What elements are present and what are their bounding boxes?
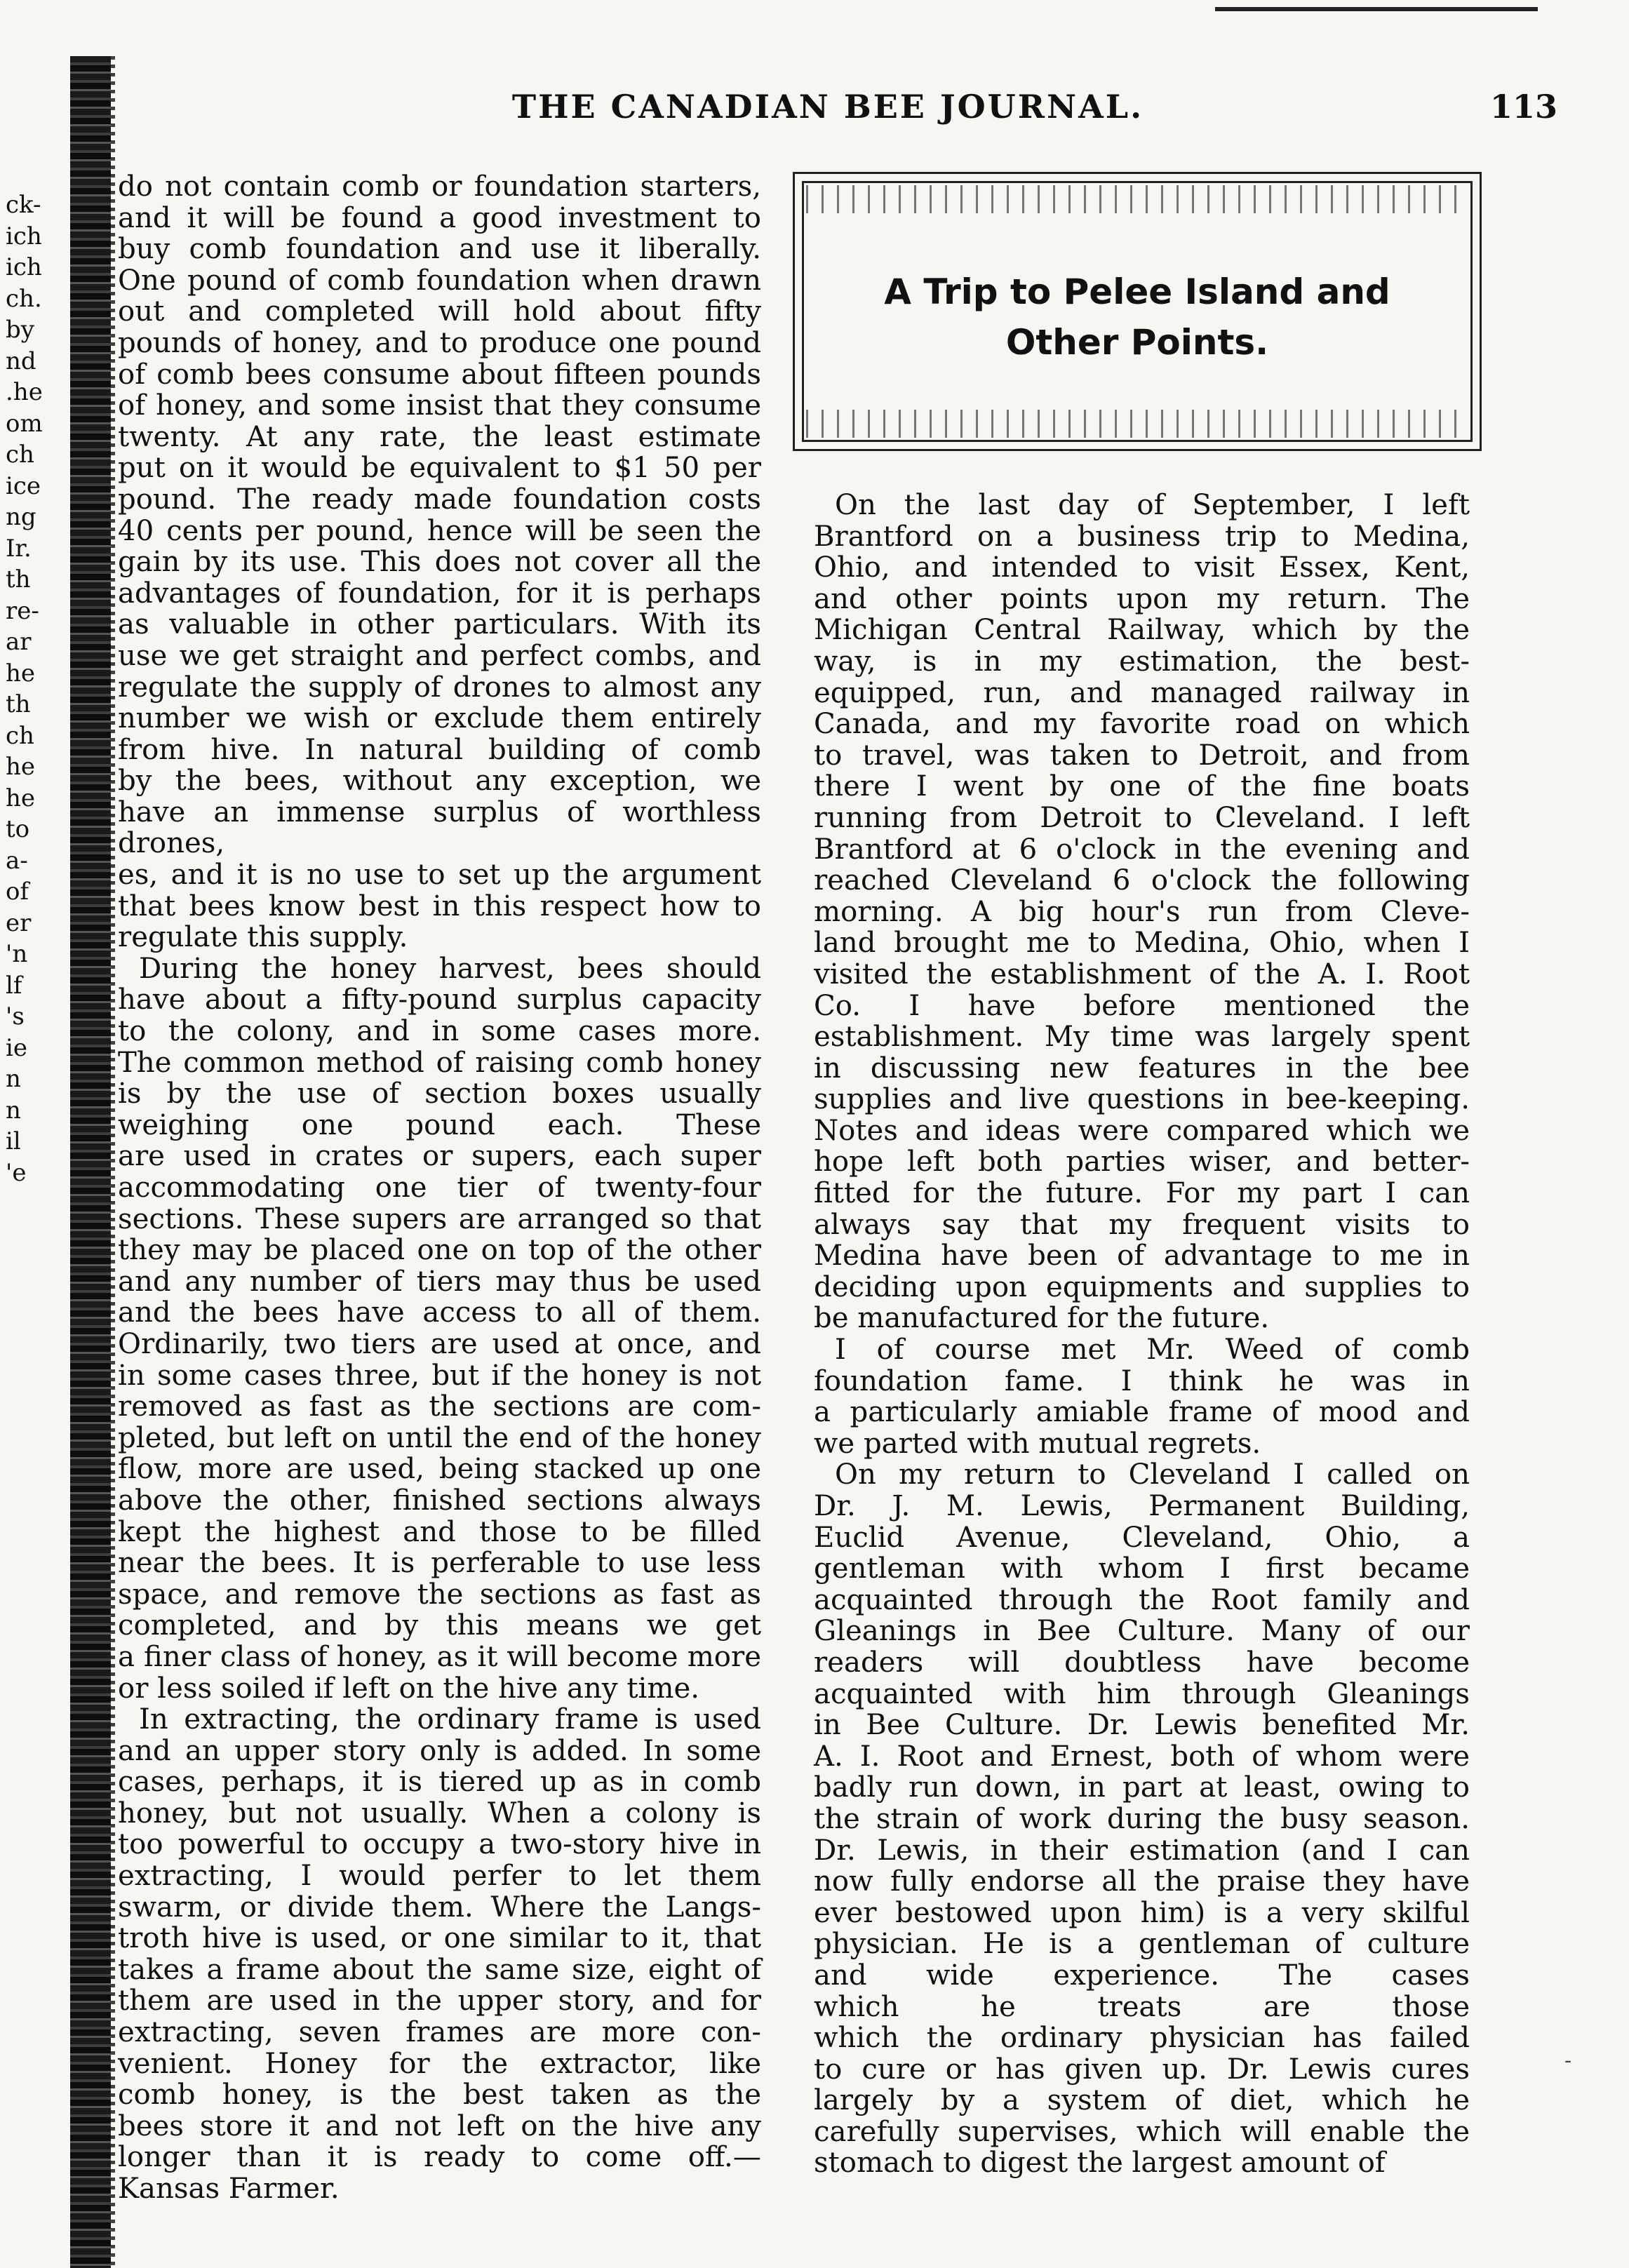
text-line: One pound of comb foundation when drawn: [118, 264, 761, 297]
text-line: hope left both parties wiser, and better-: [814, 1146, 1470, 1179]
text-line: near the bees. It is perferable to use less: [118, 1547, 761, 1580]
text-line: accommodating one tier of twenty-four: [118, 1172, 761, 1204]
text-line: acquainted through the Root family and: [814, 1583, 1470, 1616]
fragment-line: ch.: [6, 284, 42, 313]
fragment-line: he: [6, 659, 36, 687]
text-line: Brantford on a business trip to Medina,: [814, 520, 1470, 553]
fragment-line: ch: [6, 721, 34, 750]
text-line: In extracting, the ordinary frame is used: [139, 1703, 761, 1736]
fragment-line: ich: [6, 253, 42, 281]
text-line: in discussing new features in the bee: [814, 1052, 1470, 1085]
fragment-line: ie: [6, 1033, 27, 1062]
text-line: bees store it and not left on the hive any: [118, 2109, 761, 2142]
fragment-line: th: [6, 565, 31, 593]
text-line: advantages of foundation, for it is perhaps: [118, 577, 761, 610]
fragment-line: .he: [6, 378, 43, 406]
fragment-line: er: [6, 908, 32, 937]
running-head-title: THE CANADIAN BEE JOURNAL.: [511, 88, 1144, 126]
text-line: acquainted with him through Gleanings: [814, 1677, 1470, 1710]
text-line: put on it would be equivalent to $1 50 per: [118, 452, 761, 485]
text-line: I of course met Mr. Weed of comb: [835, 1334, 1470, 1367]
text-line: comb honey, is the best taken as the: [118, 2079, 761, 2112]
text-line: to the colony, and in some cases more.: [118, 1015, 761, 1048]
fragment-line: 'e: [6, 1158, 27, 1187]
text-line: in Bee Culture. Dr. Lewis benefited Mr.: [814, 1709, 1470, 1742]
fragment-line: 'n: [6, 940, 28, 968]
text-line: On the last day of September, I left: [835, 489, 1470, 521]
right-column-text: [814, 490, 1470, 2179]
text-line: ever bestowed upon him) is a very skilful: [814, 1896, 1470, 1929]
text-line: kept the highest and those to be filled: [118, 1515, 761, 1548]
text-line: During the honey harvest, bees should: [139, 952, 761, 985]
adjacent-page-fragments: [6, 189, 69, 1188]
text-line: there I went by one of the fine boats: [814, 770, 1470, 803]
text-line: Ohio, and intended to visit Essex, Kent,: [814, 551, 1470, 584]
text-line: weighing one pound each. These: [118, 1108, 761, 1141]
text-line: cases, perhaps, it is tiered up as in comb: [118, 1766, 761, 1799]
text-line: sections. These supers are arranged so that: [118, 1202, 761, 1235]
text-line: they may be placed one on top of the other: [118, 1234, 761, 1267]
text-line: flow, more are used, being stacked up one: [118, 1453, 761, 1486]
text-line: Dr. Lewis, in their estimation (and I can: [814, 1834, 1470, 1867]
text-line: have about a fifty-pound surplus capacity: [118, 984, 761, 1016]
fragment-line: re-: [6, 596, 39, 625]
text-line: running from Detroit to Cleveland. I left: [814, 801, 1470, 834]
text-line: deciding upon equipments and supplies to: [814, 1270, 1470, 1303]
text-line: Kansas Farmer.: [118, 2173, 340, 2205]
text-line: morning. A big hour's run from Cleve-: [814, 895, 1470, 928]
text-line: that bees know best in this respect how to: [118, 890, 761, 922]
page-number: 113: [1489, 88, 1557, 126]
fragment-line: he: [6, 784, 36, 812]
text-line: or less soiled if left on the hive any time.: [118, 1672, 700, 1705]
text-line: twenty. At any rate, the least estimate: [118, 420, 761, 453]
text-line: to travel, was taken to Detroit, and from: [814, 739, 1470, 772]
text-line: of comb bees consume about fifteen pounds: [118, 358, 761, 391]
article-title-box: [793, 172, 1482, 451]
text-line: number we wish or exclude them entirely: [118, 702, 761, 735]
text-line: and the bees have access to all of them.: [118, 1296, 761, 1329]
text-line: be manufactured for the future.: [814, 1302, 1270, 1335]
text-line: swarm, or divide them. Where the Langs-: [118, 1891, 761, 1924]
text-line: Michigan Central Railway, which by the: [814, 614, 1470, 647]
text-line: as valuable in other particulars. With its: [118, 608, 761, 641]
text-line: them are used in the upper story, and for: [118, 1985, 761, 2018]
fragment-line: 's: [6, 1002, 25, 1031]
text-line: always say that my frequent visits to: [814, 1208, 1470, 1241]
text-line: is by the use of section boxes usually: [118, 1078, 761, 1110]
running-header: [449, 88, 1557, 137]
fragment-line: il: [6, 1127, 21, 1155]
text-line: pleted, but left on until the end of the honey: [118, 1421, 761, 1454]
text-line: completed, and by this means we get: [118, 1609, 761, 1642]
text-line: Co. I have before mentioned the: [814, 989, 1470, 1022]
text-line: Gleanings in Bee Culture. Many of our: [814, 1615, 1470, 1648]
text-line: removed as fast as the sections are com-: [118, 1390, 761, 1423]
text-line: Notes and ideas were compared which we: [814, 1114, 1470, 1147]
binding-strip: [70, 56, 111, 2268]
text-line: carefully supervises, which will enable the: [814, 2115, 1470, 2148]
left-column-text: [118, 171, 761, 2205]
text-line: honey, but not usually. When a colony is: [118, 1797, 761, 1830]
fragment-line: to: [6, 815, 30, 843]
fragment-line: ar: [6, 628, 32, 656]
text-line: Euclid Avenue, Cleveland, Ohio, a: [814, 1521, 1470, 1554]
text-line: largely by a system of diet, which he: [814, 2084, 1470, 2117]
text-line: space, and remove the sections as fast as: [118, 1578, 761, 1611]
text-line: have an immense surplus of worthless drones,: [118, 796, 761, 860]
text-line: from hive. In natural building of comb: [118, 733, 761, 766]
text-line: use we get straight and perfect combs, and: [118, 639, 761, 672]
text-line: way, is in my estimation, the best-: [814, 645, 1470, 678]
text-line: and an upper story only is added. In some: [118, 1734, 761, 1767]
text-line: badly run down, in part at least, owing to: [814, 1771, 1470, 1804]
text-line: which he treats are those: [814, 1990, 1470, 2023]
text-line: On my return to Cleveland I called on: [835, 1458, 1470, 1491]
article-title: [877, 267, 1397, 368]
fragment-line: ng: [6, 503, 36, 531]
text-line: Medina have been of advantage to me in: [814, 1240, 1470, 1273]
text-line: equipped, run, and managed railway in: [814, 676, 1470, 709]
text-line: readers will doubtless have become: [814, 1646, 1470, 1679]
text-line: and other points upon my return. The: [814, 582, 1470, 615]
text-line: regulate the supply of drones to almost any: [118, 671, 761, 704]
text-line: pound. The ready made foundation costs: [118, 483, 761, 516]
fragment-line: of: [6, 878, 29, 906]
text-line: and wide experience. The cases: [814, 1959, 1470, 1992]
text-line: gain by its use. This does not cover all the: [118, 546, 761, 579]
fragment-line: ich: [6, 222, 42, 250]
fragment-line: n: [6, 1096, 21, 1125]
text-line: of honey, and some insist that they consume: [118, 389, 761, 422]
text-line: extracting, seven frames are more con-: [118, 2016, 761, 2049]
fragment-line: by: [6, 316, 34, 344]
text-line: gentleman with whom I first became: [814, 1552, 1470, 1585]
text-line: troth hive is used, or one similar to it, that: [118, 1922, 761, 1955]
text-line: by the bees, without any exception, we: [118, 765, 761, 798]
fragment-line: Ir.: [6, 534, 32, 563]
text-line: takes a frame about the same size, eight of: [118, 1953, 761, 1986]
fragment-line: n: [6, 1065, 21, 1093]
text-line: the strain of work during the busy season.: [814, 1802, 1470, 1835]
fragment-line: lf: [6, 971, 22, 1000]
text-line: stomach to digest the largest amount of: [814, 2147, 1386, 2180]
article-title-line-1: A Trip to Pelee Island and: [884, 271, 1390, 312]
text-line: now fully endorse all the praise they have: [814, 1865, 1470, 1898]
fragment-line: th: [6, 690, 31, 718]
text-line: which the ordinary physician has failed: [814, 2022, 1470, 2055]
text-line: and any number of tiers may thus be used: [118, 1265, 761, 1298]
fragment-line: nd: [6, 347, 36, 375]
text-line: a finer class of honey, as it will become more: [118, 1640, 761, 1673]
fragment-line: ch: [6, 441, 34, 469]
text-line: to cure or has given up. Dr. Lewis cures: [814, 2053, 1470, 2086]
text-line: The common method of raising comb honey: [118, 1046, 761, 1079]
text-line: Brantford at 6 o'clock in the evening and: [814, 833, 1470, 866]
text-line: do not contain comb or foundation starters,: [118, 170, 761, 203]
text-line: extracting, I would perfer to let them: [118, 1860, 761, 1893]
text-line: above the other, finished sections always: [118, 1484, 761, 1517]
text-line: es, and it is no use to set up the argument: [118, 859, 761, 892]
text-line: regulate this supply.: [118, 921, 408, 954]
text-line: physician. He is a gentleman of culture: [814, 1928, 1470, 1961]
stray-mark: -: [1564, 2048, 1572, 2073]
top-decorative-rule: [1215, 7, 1538, 11]
text-line: fitted for the future. For my part I can: [814, 1177, 1470, 1210]
text-line: A. I. Root and Ernest, both of whom were: [814, 1740, 1470, 1773]
text-line: visited the establishment of the A. I. Root: [814, 958, 1470, 991]
text-line: we parted with mutual regrets.: [814, 1427, 1261, 1460]
fragment-line: he: [6, 753, 36, 781]
text-line: and it will be found a good investment to: [118, 201, 761, 234]
text-line: buy comb foundation and use it liberally.: [118, 233, 761, 266]
text-line: 40 cents per pound, hence will be seen the: [118, 514, 761, 547]
article-title-line-2: Other Points.: [1005, 322, 1269, 363]
text-line: Dr. J. M. Lewis, Permanent Building,: [814, 1490, 1470, 1522]
text-line: in some cases three, but if the honey is not: [118, 1359, 761, 1392]
text-line: establishment. My time was largely spent: [814, 1021, 1470, 1054]
text-line: land brought me to Medina, Ohio, when I: [814, 927, 1470, 960]
fragment-line: a-: [6, 846, 28, 875]
fragment-line: om: [6, 409, 43, 438]
text-line: out and completed will hold about fifty: [118, 295, 761, 328]
text-line: foundation fame. I think he was in: [814, 1364, 1470, 1397]
text-line: too powerful to occupy a two-story hive in: [118, 1828, 761, 1861]
text-line: longer than it is ready to come off.—: [118, 2141, 761, 2174]
fragment-line: ck-: [6, 191, 41, 219]
text-line: supplies and live questions in bee-keeping.: [814, 1083, 1470, 1116]
text-line: pounds of honey, and to produce one pound: [118, 326, 761, 359]
fragment-line: ice: [6, 471, 41, 500]
text-line: venient. Honey for the extractor, like: [118, 2047, 761, 2080]
text-line: Ordinarily, two tiers are used at once, and: [118, 1327, 761, 1360]
text-line: Canada, and my favorite road on which: [814, 708, 1470, 741]
text-line: reached Cleveland 6 o'clock the following: [814, 864, 1470, 897]
text-line: a particularly amiable frame of mood and: [814, 1396, 1470, 1429]
text-line: are used in crates or supers, each super: [118, 1140, 761, 1173]
